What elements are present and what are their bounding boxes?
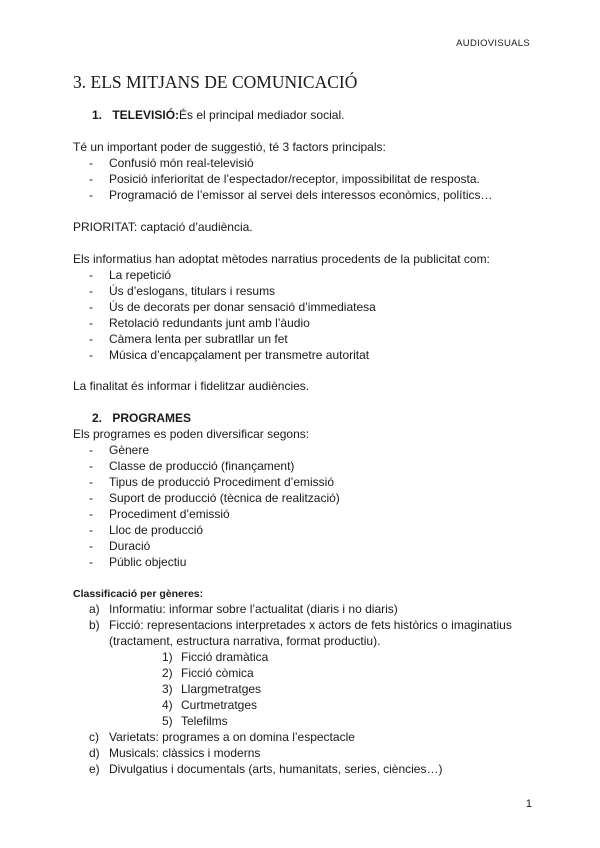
section-number: 1. (92, 108, 103, 122)
list-item: a) Informatiu: informar sobre l’actualitat (diaris i no diaris) (89, 602, 398, 616)
list-item: d) Musicals: clàssics i moderns (89, 746, 261, 760)
list-item: c) Varietats: programes a on domina l’espectacle (89, 730, 355, 744)
list-item: 5) Telefilms (162, 714, 228, 728)
list-item: - Gènere (89, 443, 150, 457)
list-item: - Tipus de producció Procediment d’emissió (89, 475, 334, 489)
tv-intro: Té un important poder de suggestió, té 3 factors principals: (73, 140, 386, 154)
list-item: - Classe de producció (finançament) (89, 459, 295, 473)
list-item: - Suport de producció (tècnica de realització) (89, 491, 340, 505)
section-tv-heading (92, 108, 344, 122)
list-item: - Retolació redundants junt amb l’àudio (89, 316, 310, 330)
section-programs-heading (92, 411, 191, 425)
list-item: - Duració (89, 539, 151, 553)
section-label: TELEVISIÓ: (112, 108, 180, 122)
list-item: - Ús de decorats per donar sensació d’immediatesa (89, 300, 376, 314)
page-title: 3. ELS MITJANS DE COMUNICACIÓ (73, 72, 358, 92)
page-header: AUDIOVISUALS (456, 38, 530, 49)
list-item: b) Ficció: representacions interpretades x actors de fets històrics o imaginatius (89, 618, 512, 632)
list-item: - Càmera lenta per subratllar un fet (89, 332, 288, 346)
list-item: 2) Ficció còmica (162, 666, 254, 680)
section-label: PROGRAMES (112, 411, 192, 425)
list-item: 4) Curtmetratges (162, 698, 258, 712)
list-item: - Públic objectiu (89, 555, 187, 569)
list-item: - Procediment d’emissió (89, 507, 230, 521)
section-number: 2. (92, 411, 103, 425)
list-item-continuation: (tractament, estructura narrativa, format productiu). (109, 634, 381, 648)
list-item: - Música d’encapçalament per transmetre autoritat (89, 348, 370, 362)
page-number: 1 (525, 798, 532, 810)
list-item: - Lloc de producció (89, 523, 204, 537)
tv-purpose: La finalitat és informar i fidelitzar audiències. (73, 379, 310, 393)
tv-priority: PRIORITAT: captació d’audiència. (73, 220, 253, 234)
list-item: 3) Llargmetratges (162, 682, 262, 696)
list-item: - Programació de l’emissor al servei dels interessos econòmics, polítics… (89, 188, 493, 202)
list-item: - La repetició (89, 268, 172, 282)
tv-methods-intro: Els informatius han adoptat mètodes narratius procedents de la publicitat com: (73, 252, 490, 266)
list-item: - Confusió món real-televisió (89, 156, 254, 170)
list-item: - Ús d’eslogans, titulars i resums (89, 284, 276, 298)
section-text: És el principal mediador social. (179, 108, 345, 122)
genres-heading: Classificació per gèneres: (73, 588, 204, 600)
list-item: 1) Ficció dramàtica (162, 650, 269, 664)
programs-intro: Els programes es poden diversificar segons: (73, 427, 310, 441)
list-item: e) Divulgatius i documentals (arts, humanitats, series, ciències…) (89, 762, 443, 776)
list-item: - Posició inferioritat de l’espectador/receptor, impossibilitat de resposta. (89, 172, 480, 186)
